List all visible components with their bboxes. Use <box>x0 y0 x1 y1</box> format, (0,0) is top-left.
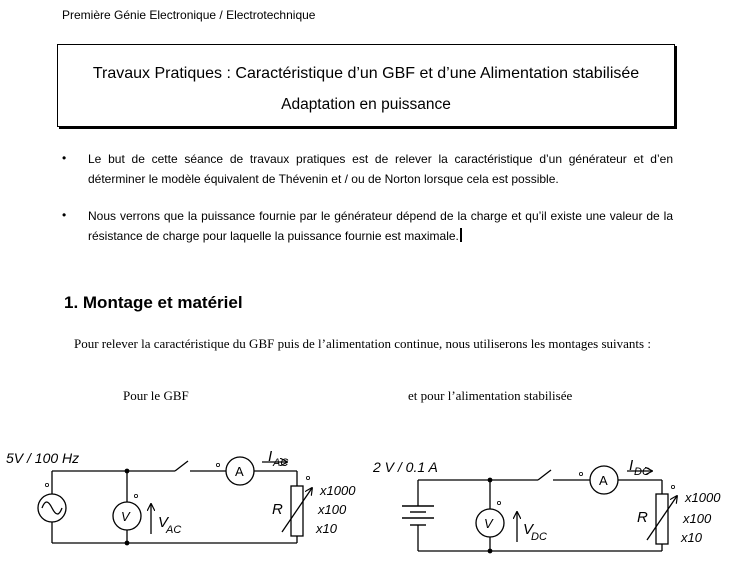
alim-ammeter-label: A <box>599 473 608 488</box>
bullet-text-with-caret <box>88 206 673 246</box>
title-prefix: Travaux Pratiques : <box>92 65 236 82</box>
gbf-rheostat-arrow <box>282 488 312 532</box>
alim-node <box>488 549 493 554</box>
title-subtitle: Adaptation en puissance <box>281 96 451 113</box>
gbf-current-sub: AC <box>273 457 289 469</box>
alim-caption: et pour l’alimentation stabilisée <box>408 388 573 403</box>
text-cursor <box>460 228 462 242</box>
title-main: Caractéristique d’un GBF et d’une Alimentation stabilisée <box>235 65 640 82</box>
bullet-marker: • <box>62 151 67 165</box>
gbf-voltage-sub: AC <box>166 524 182 536</box>
gbf-source-label: 5V / 100 Hz <box>6 450 80 466</box>
alim-range-x10: x10 <box>681 530 702 545</box>
alim-range-x1000: x1000 <box>685 490 721 505</box>
gbf-range-x10: x10 <box>316 521 337 536</box>
gbf-node <box>125 469 130 474</box>
alim-voltage-sub: DC <box>531 531 547 543</box>
alim-source-symbol <box>402 506 434 525</box>
alim-node <box>488 478 493 483</box>
gbf-caption: Pour le GBF <box>123 388 189 403</box>
section-paragraph: Pour relever la caractéristique du GBF puis de l’alimentation continue, nous utiliserons les montages suivants : <box>74 336 651 351</box>
alim-range-x100: x100 <box>683 511 712 526</box>
bullet-text: Le but de cette séance de travaux pratiques est de relever la caractéristique d’un générateur et d’en déterminer le modèle équivalent de Thévenin et / ou de Norton lorsque cela est possible. <box>88 152 673 186</box>
gbf-current-main: I <box>268 448 273 465</box>
alim-switch <box>538 470 551 480</box>
document-header: Première Génie Electronique / Electrotechnique <box>62 8 316 22</box>
gbf-range-x100: x100 <box>318 502 347 517</box>
circuit-diagrams <box>0 430 732 585</box>
alim-source-label: 2 V / 0.1 A <box>373 459 438 475</box>
gbf-ammeter-label: A <box>235 464 244 479</box>
bullet-marker: • <box>62 208 67 222</box>
gbf-voltmeter-label: V <box>121 509 130 524</box>
alim-voltmeter-label: V <box>484 516 493 531</box>
gbf-node <box>125 541 130 546</box>
alim-rheostat-arrow <box>647 496 677 540</box>
alim-voltage-main: V <box>523 521 534 538</box>
gbf-voltage-main: V <box>158 514 169 531</box>
bullet-text: Nous verrons que la puissance fournie par le générateur dépend de la charge et qu’il existe une valeur de la résistance de charge pour laquelle la puissance fournie est maximale. <box>88 209 673 243</box>
alim-current-sub: DC <box>634 466 650 478</box>
alim-resistor-label: R <box>637 509 648 526</box>
title-line <box>58 65 674 83</box>
title-box <box>57 44 675 127</box>
gbf-switch <box>175 461 188 471</box>
alim-current-main: I <box>629 457 634 474</box>
gbf-resistor-label: R <box>272 501 283 518</box>
section-heading: 1. Montage et matériel <box>64 293 243 312</box>
gbf-range-x1000: x1000 <box>320 483 356 498</box>
